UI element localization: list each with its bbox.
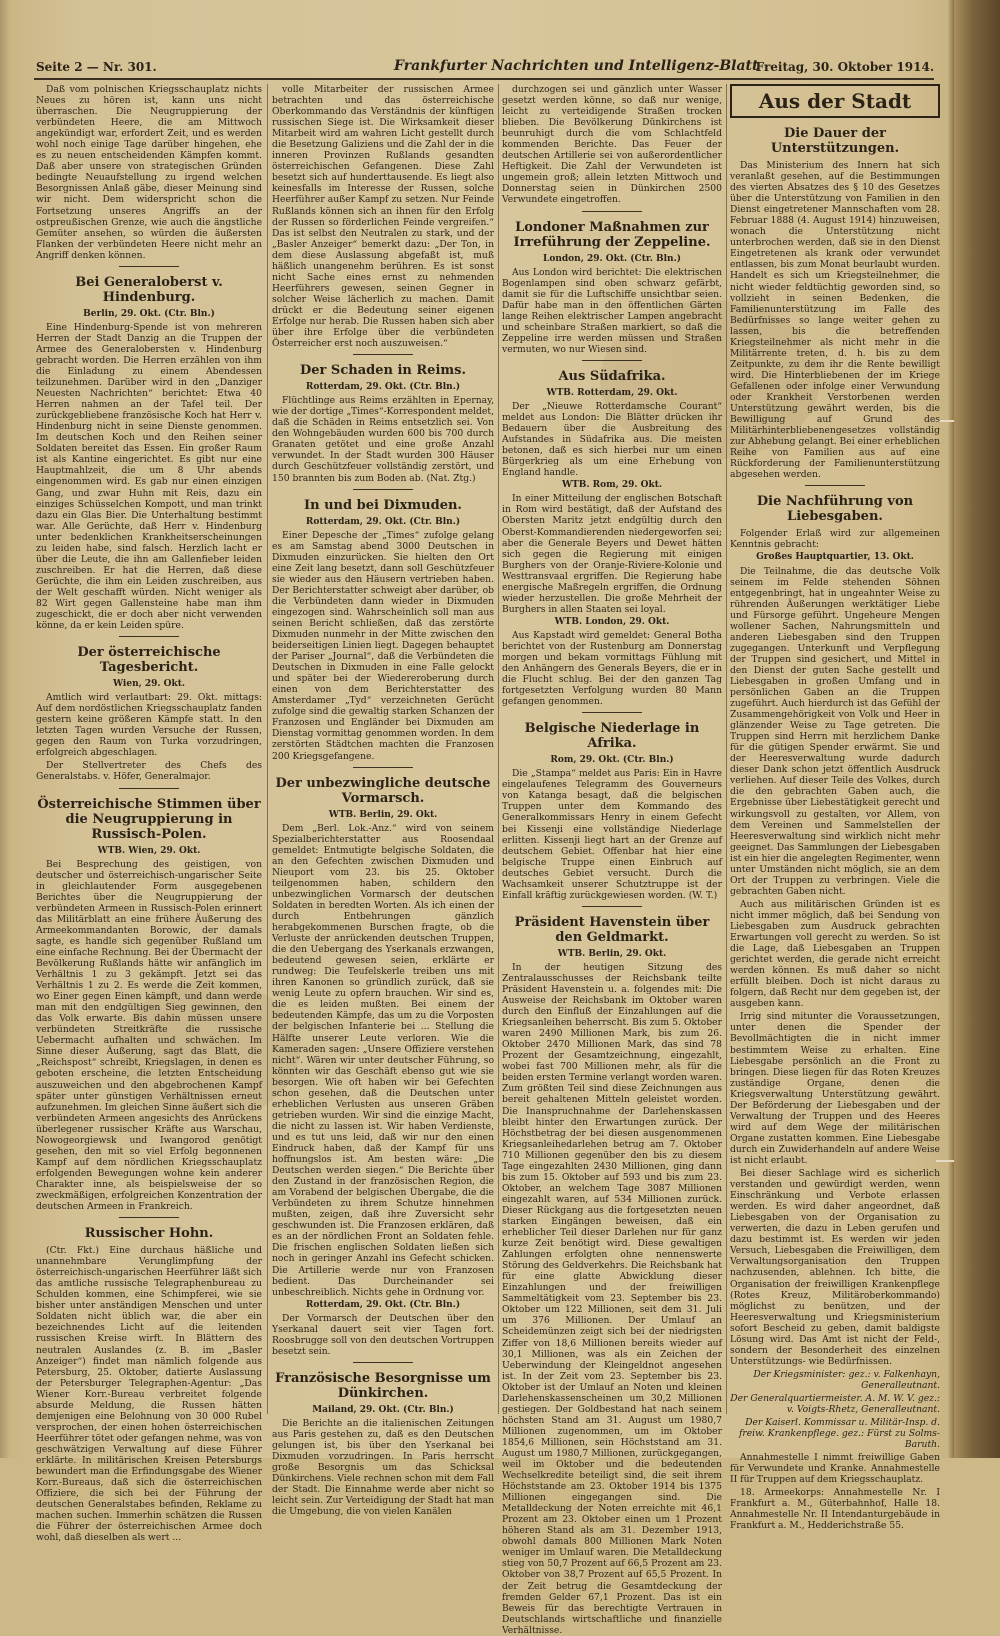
separator	[353, 767, 413, 768]
headline-reims: Der Schaden in Reims.	[300, 363, 466, 379]
dateline: Berlin, 29. Okt. (Ctr. Bln.)	[83, 308, 215, 319]
page-fold-shadow	[0, 0, 10, 1458]
headline-support-duration: Die Dauer der Unterstützungen.	[770, 126, 900, 156]
dateline: Rotterdam, 29. Okt. (Ctr. Bln.)	[305, 382, 461, 393]
column-rule	[267, 84, 268, 1414]
article-text: Annahmestelle I nimmt freiwillige Gaben für Verwundete und Kranke. Annahmestelle II für Truppen auf dem Kriegsschauplatz.	[730, 1452, 940, 1486]
headline-russian-mockery: Russischer Hohn.	[84, 1226, 214, 1242]
book-binding	[954, 0, 1000, 1458]
article-text: Einer Depesche der „Times“ zufolge gelang es am Samstag abend 3000 Deutschen in Dixmuden einzurücken. Sie hielten den Ort eine Zeit lang besetzt, dann soll Geschützfeuer sie wieder aus den Häusern vertrieben haben. Der Berichterstatter schweigt aber darüber, ob die Verbündeten dann wieder in Dixmuden eingezogen sind. Wahrscheinlich soll man aus seinen Bericht schließen, daß das zerstörte Dixmuden nunmehr in der Mitte zwischen den beiderseitigen Linien liegt. Dagegen behauptet der Pariser „Journal“, daß die Verbündeten die Deutschen in Dixmuden in eine Falle gelockt und später bei der Wiedereroberung durch einen von dem Berichterstatter des Amsterdamer „Tyd“ verzeichneten Gerücht zufolge sind die gewaltig starken Schanzen der Franzosen und Engländer bei Dixmuden am Dienstag vormittag genommen worden. In dem zerstörten Städtchen machten die Franzosen 200 Kriegsgefangene.	[272, 529, 494, 762]
article-text: Bei dieser Sachlage wird es sicherlich verstanden und gewürdigt werden, wenn Einschränkung und Verbote erlassen werden. Es wird daher angeordnet, daß Liebesgaben von der Organisation zu verwerten, die dazu in Leben gerufen und dazu bestimmt ist. Es werden wir jeden Versuch, Liebesgaben die Freiwilligen, dem Verwaltungsorganisation den Truppen nachzusenden, ablehnen. Ich bitte, die Organisation der freiwilligen Krankenpflege (Rotes Kreuz, Militäroberkommando) möglichst zu benützen, und der Heeresverwaltung und Kriegsministerium sofort Bescheid zu geben, damit baldigste Lösung wird. Das Amt ist nicht der Feld-, sondern der Besonderheit des einzelnen Unterstützungs- wie Bedürfnissen.	[730, 1168, 940, 1367]
dateline: London, 29. Okt. (Ctr. Bln.)	[543, 253, 681, 264]
headline-belgian-defeat: Belgische Niederlage in Afrika.	[524, 721, 700, 752]
article-text: Aus Kapstadt wird gemeldet: General Botha berichtet von der Rustenburg am Donnerstag morgen und bekam vormittags Fühlung mit den Anhängern des Generals Beyers, die er in die Flucht schlug. Bei der den ganzen Tag fortgesetzten Verfolgung wurden 80 Mann gefangen genommen.	[502, 629, 722, 708]
article-text: (Ctr. Fkt.) Eine durchaus häßliche und unannehmbare Verunglimpfung der österreichisch-ungarischen Heerführer läßt sich das amtliche russische Telegraphenbureau zu Schulden kommen, eine Schimpferei, wie sie bisher unter anständigen Menschen und unter Soldaten nicht üblich war, die aber ein bezeichnendes Licht auf die leitenden russischen Kreise wirft. In Blättern des neutralen Auslandes (z. B. im „Basler Anzeiger“) findet man nämlich folgende aus Petersburg, 25. Oktober, datierte Auslassung der Petersburger Telegraphen-Agentur: „Das Wiener Korr.-Bureau verbreitet folgende absurde Meldung, die Russen hätten demjenigen eine Belohnung von 30 000 Rubel versprochen, der einen hohen österreichischen Heerführer tötet oder gefangen nehme, was von geschwätzigen Verwaltung auf diese Führer erklärte. In militärischen Kreisen Petersburgs bewundert man die Erfindungsgabe des Wiener Korr.-Bureaus, daß sich die österreichischen Offiziere, die sich bei der Führung der deutschen Generalstabes befinden, Reklame zu machen suchen. Immerhin schätzen die Russen die Führer der österreichischen Armee doch wohl, daß dieselben als wert ...	[36, 1245, 262, 1544]
signature: Der Generalquartiermeister. A. M. W. V. gez.: v. Voigts-Rhetz, Generalleutnant.	[730, 1392, 940, 1416]
article-text: Irrig sind mitunter die Voraussetzungen, unter denen die Spender der Bevollmächtigten die in nicht immer bestimmtem Weise zu erhalten. Eine Liebesgabe persönlich an die Front zu bringen. Diese liegen für das Roten Kreuzes zuständige Organe, denen die Kriegsverwaltung Unterstützung gewährt. Der Beförderung der Liebesgaben und der Verwaltung der Truppen und des Heeres wird auf dem Wege der militärischen Organe zustatten kommen. Eine Liebesgabe durch ein Zuwiderhandeln auf andere Weise ist nicht erlaubt.	[730, 1011, 940, 1166]
article-text: Dem „Berl. Lok.-Anz.“ wird von seinem Spezialberichterstatter aus Roosendaal gemeldet: Entmutigte belgische Soldaten, die an den Gefechten zwischen Dixmuden und Nieuport vom 23. bis 25. Oktober teilgenommen haben, schildern den unbezwinglichen Vormarsch der deutschen Soldaten in beredten Worten. Als ich einen der durch Entbehrungen gänzlich herabgekommenen Burschen fragte, ob die Verluste der anrückenden deutschen Truppen, die den Uebergang des Yserkanals erzwangen, bedeutend gewesen seien, erklärte er rundweg: Die Teufelskerle treiben uns mit ihren Kanonen so gründlich zurück, daß sie wenig Leute zu opfern brauchen. Wir sind es, die es leiden mußten. Bei einem der bedeutenden Kämpfe, das um zu die Vorposten der belgischen Infanterie bei ... Stellung die Hälfte unserer Leute verloren. Wie die Kameraden sagen: „Unsere Offiziere verstehen nicht“. Wären wir unter deutscher Führung, so könnten wir das Geschäft ebenso gut wie sie besorgen. Wie oft haben wir bei Gefechten schon gesehen, daß die Deutschen unter erheblichen Verlusten aus unseren Gräben getrieben wurden. Wir sind die einzige Macht, die nicht zu lassen ist. Wir haben Verdienste, und es tut uns leid, daß wir nur den einen Eindruck haben, daß der Kampf für uns hoffnungslos ist. Am besten wäre: „Die Deutschen werden siegen.“ Die Berichte über den Zustand in der französischen Region, die am Vorabend der belgischen Übergabe, die die Verbündeten zu ihrem Schutze hinnehmen mußten, zeigen, daß ihre Zuversicht sehr geschwunden ist. Die Franzosen erklären, daß es an der nördlichen Front an Soldaten fehle. Die frischen englischen Soldaten ließen sich noch in geringer Anzahl ins Gefecht schicken. Die Artillerie werde nur von Franzosen bedient. Das Durcheinander sei unbeschreiblich. Nichts gehe in Ordnung vor.	[272, 822, 494, 1298]
article-text: Auch aus militärischen Gründen ist es nicht immer möglich, daß bei Sendung von Liebesgaben zum Ausdruck gebrachten Erwartungen voll gerecht zu werden. So ist die Lage, daß Liebesgaben an Truppen gerichtet werden, die gerade nicht erreicht werden können. Es muß daher so nicht erfüllt bleiben. Doch ist nicht daraus zu folgern, daß Recht nur dem gegeben ist, der ausgeben kann.	[730, 898, 940, 1010]
article-text: In einer Mitteilung der englischen Botschaft in Rom wird bestätigt, daß der Aufstand des Obersten Maritz jetzt endgültig durch den Oberst-Kommandierenden niedergeworfen sei; aber die Generale Beyers und Dewet hätten sich gegen die Regierung mit einigen Burghers von der Oranje-Riviere-Kolonie und Westtransvaal ergriffen. Die Regierung habe energische Maßregeln ergriffen, die Ordnung wieder herzustellen. Die große Mehrheit der Burghers in allen Staaten sei loyal.	[502, 493, 722, 615]
dateline: Rom, 29. Okt. (Ctr. Bln.)	[550, 755, 674, 766]
dateline: WTB. Rom, 29. Okt.	[561, 480, 663, 491]
article-text: Daß vom polnischen Kriegsschauplatz nichts Neues zu hören ist, kann uns nicht überraschen. Die Neugruppierung der verbündeten Heere, die am Mittwoch angekündigt war, erfordert Zeit, und es werden wohl noch einige Tage darüber hingehen, ehe es zu neuen entscheidenden Kämpfen kommt. Daß aber unsere von strategischen Gründen bedingte Neuaufstellung zu irgend welchen Besorgnissen Anlaß gäbe, dieser Meinung sind wir nicht. Dem widerspricht schon die Fortsetzung unseres Angriffs an der ostpreußischen Grenze, wie auch die ängstliche Gemüter ansehen, so würden die äußersten Flanken der verbündeten Heere nicht mehr an Angriff denken können.	[36, 84, 262, 261]
article-text: Die Berichte an die italienischen Zeitungen aus Paris gestehen zu, daß es den Deutschen gelungen ist, bis über den Yserkanal bei Dixmuden vorzudringen. In Paris herrscht große Besorgnis um das Schicksal Dünkirchens. Viele rechnen schon mit dem Fall der Stadt. Die Einnahme werde aber nicht so leicht sein. Zur Verteidigung der Stadt hat man die Umgebung, die von vielen Kanälen	[272, 1417, 494, 1518]
headline-advance: Der unbezwingliche deutsche Vormarsch.	[275, 775, 491, 806]
headline-hindenburg: Bei Generaloberst v. Hindenburg.	[75, 274, 223, 305]
headline-london-zeppelins: Londoner Maßnahmen zur Irreführung der Zeppeline.	[513, 219, 711, 250]
column-1	[36, 84, 262, 1544]
article-text: 18. Armeekorps: Annahmestelle Nr. I Frankfurt a. M., Güterbahnhof, Halle 18. Annahmestelle Nr. II Intendanturgebäude in Frankfurt a. M., Hedderichstraße 55.	[730, 1487, 940, 1532]
column-3	[502, 84, 722, 1636]
section-header: Aus der Stadt	[730, 84, 940, 118]
separator	[582, 360, 642, 361]
separator	[582, 712, 642, 713]
dateline: Mailand, 29. Okt. (Ctr. Bln.)	[312, 1404, 454, 1415]
column-4	[730, 84, 940, 1532]
dateline: Rotterdam, 29. Okt. (Ctr. Bln.)	[305, 1299, 461, 1310]
separator	[119, 636, 179, 637]
separator	[119, 266, 179, 267]
article-text: volle Mitarbeiter der russischen Armee betrachten und das österreichische Oberkommando das Verständnis der künftigen russischen Siege ist. Die Wirksamkeit dieser Mitarbeit wird am wahren Licht gestellt durch die Besetzung Galiziens und die Zahl der in die inneren Provinzen Rußlands gesandten österreichischen Gefangenen. Diese Zahl besetzt sich auf hunderttausende. Es liegt also keinesfalls im Interesse der Russen, solche Heerführer außer Kampf zu setzen. Nur Feinde Rußlands können sich an ihnen für den Erfolg der Russen so förderlichen Feinde vergreifen.“ Das ist selbst den Neutralen zu stark, und der „Basler Anzeiger“ bemerkt dazu: „Der Ton, in dem diese Auslassung abgefaßt ist, muß häßlich unangenehm berühren. Es ist sonst nicht Sache eines ernst zu nehmenden Heerführers gewesen, seinen Gegner in solcher Weise lächerlich zu machen. Damit drückt er die Bedeutung seiner eigenen Erfolge nur herab. Die Russen haben sich aber über ihre Erfolge über die verbündeten Österreicher erst noch auszuweisen.“	[272, 84, 494, 350]
separator	[805, 485, 865, 486]
dateline: Wien, 29. Okt.	[112, 679, 186, 690]
separator	[582, 906, 642, 907]
dateline: Rotterdam, 29. Okt. (Ctr. Bln.)	[305, 516, 461, 527]
article-signature: Der Stellvertreter des Chefs des Generalstabs. v. Höfer, Generalmajor.	[36, 760, 262, 783]
headline-dixmuden: In und bei Dixmuden.	[304, 497, 462, 513]
article-text: Der „Nieuwe Rotterdamsche Courant“ meldet aus London: Die Blätter drücken ihr Bedauern über die Ausbreitung des Aufstandes in Südafrika aus. Die meisten betonen, daß es sich hierbei nur um einen Bürgerkrieg als um eine Erhebung von England handle.	[502, 400, 722, 479]
separator	[119, 1217, 179, 1218]
dateline: WTB. Wien, 29. Okt.	[97, 845, 201, 856]
article-text: Flüchtlinge aus Reims erzählten in Epernay, wie der dortige „Times“-Korrespondent meldet, daß die Schäden in Reims entsetzlich sei. Von den Wohngebäuden wurden 600 bis 700 durch Granaten getötet und eine große Anzahl verwundet. In der Stadt wurden 300 Häuser durch Geschützfeuer vollständig zerstört, und 150 brannten bis zum Boden ab. (Nat. Ztg.)	[272, 395, 494, 484]
dateline: WTB. Rotterdam, 29. Okt.	[546, 387, 678, 398]
article-text: Die Teilnahme, die das deutsche Volk seinem im Felde stehenden Söhnen entgegenbringt, hat in ungeahnter Weise zu rührenden Äußerungen werktätiger Liebe und Fürsorge geführt. Ungeheure Mengen wollener Sachen, Nahrungsmitteln und anderen Liebesgaben sind den Truppen zugegangen. Unterkunft und Verpflegung der Truppen sind gesichert, und Mittel in den Dienst der guten Sache gestellt und Liebesgaben in großen Umfang und in persönlichen Gaben an die Truppen zugeführt. Auch hierdurch ist das Gefühl der Zusammengehörigkeit von Volk und Heer in glänzender Weise zu Tage getreten. Die Truppen sind Herrn mit herzlichem Danke für die gütigen Spender erwärmt. Sie und der Heeresverwaltung wurde dadurch dieser Dank schon jetzt öffentlich Ausdruck verliehen. Auf dieser Teile des Volkes, durch die den gebrachten Gaben auch, die Ergebnisse über Liebestätigkeit gerecht und wirkungsvoll zu gestalten, vor Allem, von dem Vereinen und Sammelstellen der Heeresverwaltung sind wirklich nicht mehr geeignet. Das Sammlungen der Liebesgaben ist ein hier die angelegten Regimenter, wenn unter Umständen nicht möglich, sie an dem Ort der Truppen zu verbringen. Viele die gebrachten Gaben nicht.	[730, 565, 940, 897]
separator	[353, 354, 413, 355]
headline-austrian-voices: Österreichische Stimmen über die Neugruppierung in Russisch-Polen.	[37, 796, 261, 842]
article-text: Aus London wird berichtet: Die elektrischen Bogenlampen sind oben schwarz gefärbt, damit sie für die Luftschiffe unsichtbar seien. Dafür habe man in den öffentlichen Gärten lange Reihen elektrischer Lampen angebracht und scheinbare Straßen markiert, so daß die Zeppeline irre werden müssen und Straßen vermuten, wo nur Wiesen sind.	[502, 266, 722, 355]
column-rule	[498, 84, 499, 1414]
column-2	[272, 84, 494, 1518]
article-text: Der Vormarsch der Deutschen über den Yserkanal dauert seit vier Tagen fort. Roosbrugge soll von den deutschen Vortruppen besetzt sein.	[272, 1312, 494, 1357]
article-text: Bei Besprechung des geistigen, von deutscher und österreichisch-ungarischer Seite in gleichlautender Form ausgegebenen Berichtes über die Neugruppierung der verbündeten Armeen in Russisch-Polen erinnert das Militärblatt an eine frühere Äußerung des Armeekommandanten Borowic, der damals sagte, es handle sich gegenüber Rußland um eine einfache Rechnung. Bei der Übermacht der Bevölkerung Rußlands hätte wir anfänglich im Verhältnis 1 zu 3 gekämpft. Jetzt sei das Verhältnis 1 zu 2. Es werde die Zeit kommen, wo Einer gegen Einen kämpft, und dann werde man mit den endgültigen Sieg gewinnen, den das Volk erwarte. Bis dahin müssen unsere verbündeten Streitkräfte die russische Uebermacht aufhalten und schwächen. Im Sinne dieser Äußerung, sagt das Blatt, die „Reichspost“ schreibt, Kriegslagen, in denen es geboten erscheine, die letzten Entscheidung auszuweichen und den abgebrochenen Kampf später unter günstigen Verhältnissen erneut aufzunehmen. Im gleichen Sinne äußert sich die verbündeten Armeen angesichts des Anrückens überlegener russischer Kräfte aus Warschau, Nowogeorgiewsk und Iwangorod genötigt gesehen, den mit so viel Erfolg begonnenen Kampf auf dem nördlichen Kriegsschauplatz erfolgenden Bewegungen wohne kein anderer Charakter inne, als beispielsweise der so zweckmäßigen, erfolgreichen Konzentration der deutschen Armeen in Frankreich.	[36, 858, 262, 1213]
article-text: Das Ministerium des Innern hat sich veranlaßt gesehen, auf die Bestimmungen des vierten Absatzes des § 10 des Gesetzes über die Unterstützung von Familien in den Dienst eingetretener Mannschaften vom 28. Februar 1888 (4. August 1914) hinzuweisen, wonach die Unterstützung nicht unterbrochen werden, daß sie in den Dienst Eingetretenen als krank oder verwundet entlassen, bis zum Monat beurlaubt wurden. Handelt es sich um Kriegsteilnehmer, die nicht wieder feldtüchtig geworden sind, so vollzieht in seinen Bedenken, die Familienunterstützung im Falle des Bedürfnisses so lange weiter gehen zu lassen, bis die betreffenden Kriegsteilnehmer als nicht mehr in die Militärrente treten, d. h. bis zu dem Zeitpunkte, zu dem ihr die Rente bewilligt wird. Die Hinterbliebenen der im Kriege Gefallenen oder infolge einer Verwundung oder Krankheit Verstorbenen werden Unterstützung gewährt werden, bis die Bewilligung auf Grund des Militärhinterbliebenengesetzes vollständig zur Abhebung gelangt. Bei einer erheblichen Reihe von Familien aus auf eine Rückforderung der Familienunterstützung abgesehen werden.	[730, 160, 940, 481]
dateline: WTB. Berlin, 29. Okt.	[557, 948, 667, 959]
separator	[353, 489, 413, 490]
headline-gifts: Die Nachführung von Liebesgaben.	[756, 494, 914, 525]
dateline: Großes Hauptquartier, 13. Okt.	[756, 552, 914, 563]
separator	[119, 788, 179, 789]
signature: Der Kaiserl. Kommissar u. Militär-Insp. d. freiw. Krankenpflege. gez.: Fürst zu Solms-Baruth.	[738, 1417, 940, 1451]
newspaper-title: Frankfurter Nachrichten und Intelligenz-Blatt	[394, 58, 759, 74]
headline-austrian-report: Der österreichische Tagesbericht.	[77, 645, 221, 676]
signature: Der Kriegsminister: gez.: v. Falkenhayn, Generalleutnant.	[753, 1368, 940, 1391]
headline-dunkirk: Französische Besorgnisse um Dünkirchen.	[275, 1370, 491, 1401]
article-text: Folgender Erlaß wird zur allgemeinen Kenntnis gebracht:	[730, 528, 940, 551]
headline-south-africa: Aus Südafrika.	[558, 368, 666, 384]
article-text: In der heutigen Sitzung des Zentralausschusses der Reichsbank teilte Präsident Havenstein u. a. folgendes mit: Die Ausweise der Reichsbank im Oktober waren durch den Einfluß der Einzahlungen auf die Kriegsanleihen beherrscht. Bis zum 5. Oktober waren 2490 Millionen Mark, bis zum 26. Oktober 2470 Millionen Mark, das sind 78 Prozent der Gesamtzeichnung, eingezahlt, wobei fast 700 Millionen mehr, als für die beiden ersten Termine verlangt worden waren. Zum größten Teil sind diese Zeichnungen aus bereit gehaltenen Mitteln geleistet worden. Die Inanspruchnahme der Darlehenskassen bleibt hinter den Erwartungen zurück. Der Höchstbetrag der bei diesen ausgenommenen Kriegsanleihedarlehen betrug am 7. Oktober 710 Millionen gegenüber den bis zu diesem Tage eingezahlten 2430 Millionen, ging dann bis zum 15. Oktober auf 593 und bis zum 23. Oktober, an welchem Tage 3087 Millionen eingezahlt waren, auf 534 Millionen zurück. Dieser Rückgang aus die fortgesetzten neuen starken Eingängen beweisen, daß ein erheblicher Teil dieser Darlehen nur für ganz kurze Zeit benötigt wird. Diese gewaltigen Zahlungen erfolgten ohne nennenswerte Störung des Geldverkehrs. Die Reichsbank hat für eine glatte Abwicklung dieser Einzahlungen und der freiwilligen Sammeltätigkeit vom 23. September bis 23. Oktober um 122 Millionen, seit dem 31. Juli um 376 Millionen. Der Umlauf an Scheidemünzen zeigt sich bei der niedrigsten Ziffer von 18,6 Millionen bereits wieder auf 30,1 Millionen, was als ein Zeichen der Ueberwindung der Kleingeldnot angesehen ist. In der Zeit vom 23. September bis 23. Oktober ist der Umlauf an Noten und kleinen Darlehenskassenscheinen um 30,2 Millionen gestiegen. Der Goldbestand hat nach seinem höchsten Stand am 31. August um 1980,7 Millionen zugenommen, um im Oktober 1854,6 Millionen, sein Höchststand am 31. August um 1980,7 Millionen, zurückgegangen, weil im Oktober und die bedeutenden Wechselkredite beteiligt sind, die seit ihrem Höchststande am 23. Oktober 1914 bis 1375 Millionen eingegangen sind. Die Metalldeckung der Noten erreichte mit 46,1 Prozent am 23. Oktober einen um 1 Prozent höheren Stand als am 31. Dezember 1913, obwohl damals 800 Millionen Mark Noten weniger im Umlauf waren. Die Metalldeckung stieg von 50,7 Prozent auf 66,5 Prozent am 23. Oktober von 38,7 Prozent auf 65,5 Prozent. In der Zeit betrug die Gesamtdeckung der fremden Gelder 67,1 Prozent. Das ist ein Beweis für das berechtigte Vertrauen in Deutschlands wirtschaftliche und finanzielle Verhältnisse.	[502, 961, 722, 1636]
article-text: durchzogen sei und gänzlich unter Wasser gesetzt werden könne, so daß nur wenige, leicht zu verteidigende Straßen trocken blieben. Die Bevölkerung Dünkirchens ist beunruhigt durch die vom Schlachtfeld kommenden Berichte. Das Feuer der deutschen Artillerie sei von außerordentlicher Heftigkeit. Die Zahl der Verwundeten ist ungemein groß; allein letzten Mittwoch und Donnerstag seien in Dünkirchen 2500 Verwundete eingetroffen.	[502, 84, 722, 206]
article-text: Amtlich wird verlautbart: 29. Okt. mittags: Auf dem nordöstlichen Kriegsschauplatz fanden gestern keine größeren Kämpfe statt. In den letzten Tagen wurden Versuche der Russen, gegen den Raum von Turka vorzudringen, erfolgreich abgeschlagen.	[36, 692, 262, 759]
page-number: Seite 2 — Nr. 301.	[36, 60, 157, 74]
separator	[353, 1362, 413, 1363]
article-text: Die „Stampa“ meldet aus Paris: Ein in Havre eingelaufenes Telegramm des Gouverneurs von Katanga besagt, daß die belgischen Truppen unter dem Kommando des Generalkommissars Henry in einem Gefecht bei Kissenji eine vollständige Niederlage erlitten. Kissenji liegt hart an der Grenze auf deutschem Gebiet. Offenbar hat hier eine belgische Truppe einen Einbruch auf deutsches Gebiet versucht. Durch die Wachsamkeit unserer Schutztruppe ist der Einfall kräftig zurückgewiesen worden. (W. T.)	[502, 768, 722, 901]
column-rule	[726, 84, 727, 1414]
separator	[582, 211, 642, 212]
dateline: WTB. London, 29. Okt.	[554, 616, 670, 627]
masthead	[34, 56, 934, 80]
headline-havenstein: Präsident Havenstein über den Geldmarkt.	[514, 914, 710, 945]
article-text: Eine Hindenburg-Spende ist von mehreren Herren der Stadt Danzig an die Truppen der Armee des Generalobersten v. Hindenburg gebracht worden. Die Herren erzählen von ihm die Einladung zu einem Abendessen teilzunehmen. Darüber wird in den „Danziger Neuesten Nachrichten“ berichtet: Etwa 40 Herren nahmen an der Tafel teil. Der zurückgebliebene französische Koch hat Herr v. Hindenburg nicht in seine Dienste genommen. Im deutschen Koch und den Reihen seiner Soldaten bereitet das Essen. Ein großer Raum ist als Kantine eingerichtet. Es gibt nur eine Hauptmahlzeit, die um 8 Uhr abends eingenommen wird. Es gab nur einen einzigen Gang, und zwar Huhn mit Reis, dazu ein einziges Schüsselchen Kompott, und man trinkt dazu ein Glas Bier. Die Unterhaltung bestimmt war. Alle Gerüchte, daß Herr v. Hindenburg unter bedenklichen Krankheitserscheinungen zu leiden habe, sind falsch. Herzlich lacht er über die Leute, die ihn am Gallenfieber leiden zuschreiben. Er hat die Herren, daß diese Gerüchte, die ihm ein Leiden zuschreiben, aus der Welt geschafft würden. Nicht weniger als 82 Wirt gegen Gallensteine habe man ihm zugeschickt, die er doch aber nicht verwenden könne, da er kein Leiden spüre.	[36, 321, 262, 632]
dateline: WTB. Berlin, 29. Okt.	[328, 809, 438, 820]
issue-date: Freitag, 30. Oktober 1914.	[755, 60, 934, 74]
